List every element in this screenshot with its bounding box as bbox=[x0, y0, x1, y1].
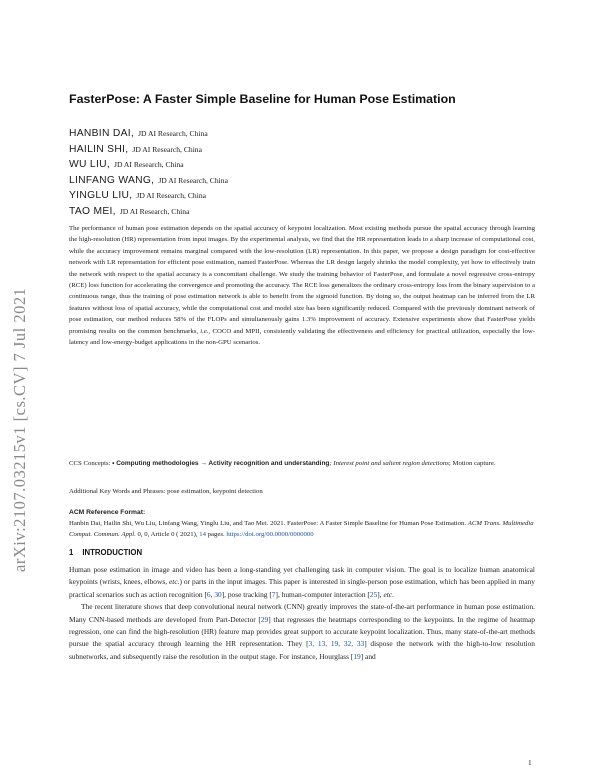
author-entry bbox=[69, 186, 539, 202]
arxiv-stamp: arXiv:2107.03215v1 [cs.CV] 7 Jul 2021 bbox=[10, 287, 29, 572]
author-entry bbox=[69, 155, 539, 171]
text-run: ] dispose the network with the high-to-low resolution subnetworks, and subsequently raise the resolution in the output stage. For instance, Hourglass [ bbox=[69, 639, 535, 661]
author-entry bbox=[69, 202, 539, 218]
author-name: YINGLU LIU, bbox=[69, 190, 133, 202]
author-name: HANBIN DAI, bbox=[69, 128, 135, 139]
citation-link[interactable]: 25 bbox=[369, 589, 378, 599]
author-affiliation: JD AI Research, China bbox=[119, 206, 190, 216]
ccs-italic: ; Interest point and salient region detections bbox=[329, 460, 449, 467]
intro-paragraph-2 bbox=[69, 601, 535, 663]
keywords: Additional Key Words and Phrases: pose estimation, keypoint detection bbox=[69, 488, 263, 495]
page-number: 1 bbox=[528, 758, 532, 767]
author-name: WU LIU, bbox=[69, 159, 110, 171]
author-affiliation: JD AI Research, China bbox=[136, 191, 206, 201]
abstract-ie: i.e., bbox=[200, 327, 211, 335]
citation-links[interactable]: 3, 13, 19, 32, 33 bbox=[308, 639, 365, 649]
author-affiliation: JD AI Research, China bbox=[132, 144, 202, 154]
citation-link[interactable]: 7 bbox=[271, 589, 276, 599]
text-run: , bbox=[210, 589, 215, 599]
intro-paragraph-1 bbox=[69, 564, 535, 601]
paper-title: FasterPose: A Faster Simple Baseline for Human Pose Estimation bbox=[69, 92, 456, 106]
citation-link[interactable]: 6 bbox=[206, 589, 211, 599]
pages-link[interactable]: 14 bbox=[199, 531, 206, 538]
text-run: ], bbox=[377, 589, 382, 599]
acm-reference-body bbox=[69, 518, 535, 540]
acm-reference bbox=[69, 507, 535, 540]
abstract bbox=[69, 223, 535, 348]
acm-journal: ACM Trans. Multimedia Comput. Commun. Appl. bbox=[69, 520, 534, 538]
section-title: INTRODUCTION bbox=[82, 548, 143, 557]
text-run: ] that regresses the heatmaps corresponding to the keypoints. In the regime of heatmap regression, one can find the high-resolution (HR) feature map provides great support to accurate keypoint localization. Thus, many state-of-the-art methods pursue the spatial accuracy through learning the HR representation. They [ bbox=[69, 614, 535, 649]
citation-link[interactable]: 19 bbox=[353, 651, 361, 661]
text-run: ], pose tracking [ bbox=[221, 589, 272, 599]
author-name: TAO MEI, bbox=[69, 205, 116, 217]
ccs-prefix: CCS Concepts: bbox=[69, 460, 111, 467]
text-run: Human pose estimation in image and video has been a long-standing yet challenging task in computer vision. The goal is to localize human anatomical keypoints (wrists, knees, elbows, bbox=[69, 565, 535, 587]
section-heading bbox=[69, 548, 142, 557]
author-name: LINFANG WANG, bbox=[69, 174, 155, 186]
author-affiliation: JD AI Research, China bbox=[114, 160, 184, 170]
acm-reference-text: Hanbin Dai, Hailin Shi, Wu Liu, Linfang Wang, Yinglu Liu, and Tao Mei. 2021. FasterPose: A Faster Simple Baseline for Human Pose Estimation. bbox=[69, 520, 467, 527]
text-run: . bbox=[392, 589, 394, 599]
pages-suffix: pages. bbox=[207, 531, 225, 538]
author-entry bbox=[69, 124, 539, 140]
section-number: 1 bbox=[69, 548, 74, 557]
acm-reference-rest: 0, 0, Article 0 ( 2021), bbox=[137, 531, 198, 538]
text-run: ], human-computer interaction [ bbox=[275, 589, 370, 599]
acm-reference-heading: ACM Reference Format: bbox=[69, 509, 146, 516]
ccs-concepts bbox=[69, 458, 535, 469]
text-run: etc. bbox=[169, 577, 180, 587]
text-run: etc bbox=[383, 589, 393, 599]
text-run: The recent literature shows that deep convolutional neural network (CNN) greatly improves the state-of-the-art performance in human pose estimation. Many CNN-based methods are developed from Part-Detector [ bbox=[69, 602, 535, 624]
author-entry bbox=[69, 171, 539, 187]
text-run: ) or parts in the input images. This paper is interested in single-person pose estimation, which has been applied in many practical scenarios such as action recognition [ bbox=[69, 577, 535, 599]
doi-link[interactable]: https://doi.org/00.0000/0000000 bbox=[226, 531, 314, 538]
author-name: HAILIN SHI, bbox=[69, 143, 129, 155]
citation-link[interactable]: 29 bbox=[260, 614, 269, 624]
author-affiliation: JD AI Research, China bbox=[158, 175, 228, 185]
author-affiliation: JD AI Research, China bbox=[138, 129, 208, 138]
author-list bbox=[69, 124, 539, 218]
intro-body bbox=[69, 564, 535, 663]
abstract-end: COCO and MPII, consistently validating the effectiveness and efficiency for practical utilization, especially the low-latency and low-energy-budget applications in the non-GPU scenarios. bbox=[69, 327, 536, 347]
ccs-bold: • Computing methodologies → Activity recognition and understanding bbox=[112, 460, 330, 467]
ccs-tail: ; Motion capture. bbox=[448, 460, 496, 467]
text-run: ] and bbox=[360, 651, 376, 661]
author-entry bbox=[69, 140, 539, 156]
citation-link[interactable]: 30 bbox=[214, 589, 222, 599]
abstract-text: The performance of human pose estimation depends on the spatial accuracy of keypoint localization. Most existing methods pursue the spatial accuracy through learning the high-resolution (HR) representation from input images. By the experimental analysis, we find that the HR representation leads to a sharp increase of computational cost, while the accuracy improvement remains marginal compared with the low-resolution (LR) representation. In this paper, we propose a design paradigm for cost-effective network with LR representation for efficient pose estimation, named FasterPose. Whereas the LR design largely shrinks the model complexity, yet how to effectively train the network with respect to the spatial accuracy is a concomitant challenge. We study the training behavior of FasterPose, and formulate a novel regressive cross-entropy (RCE) loss function for accelerating the convergence and promoting the accuracy. The RCE loss generalizes the ordinary cross-entropy loss from the binary supervision to a continuous range, thus the training of pose estimation network is able to benefit from the sigmoid function. By doing so, the output heatmap can be inferred from the LR features without loss of spatial accuracy, while the computational cost and model size has been significantly reduced. Compared with the previously dominant network of pose estimation, our method reduces 58% of the FLOPs and simultaneously gains 1.3% improvement of accuracy. Extensive experiments show that FasterPose yields promising results on the common benchmarks, bbox=[69, 225, 535, 335]
